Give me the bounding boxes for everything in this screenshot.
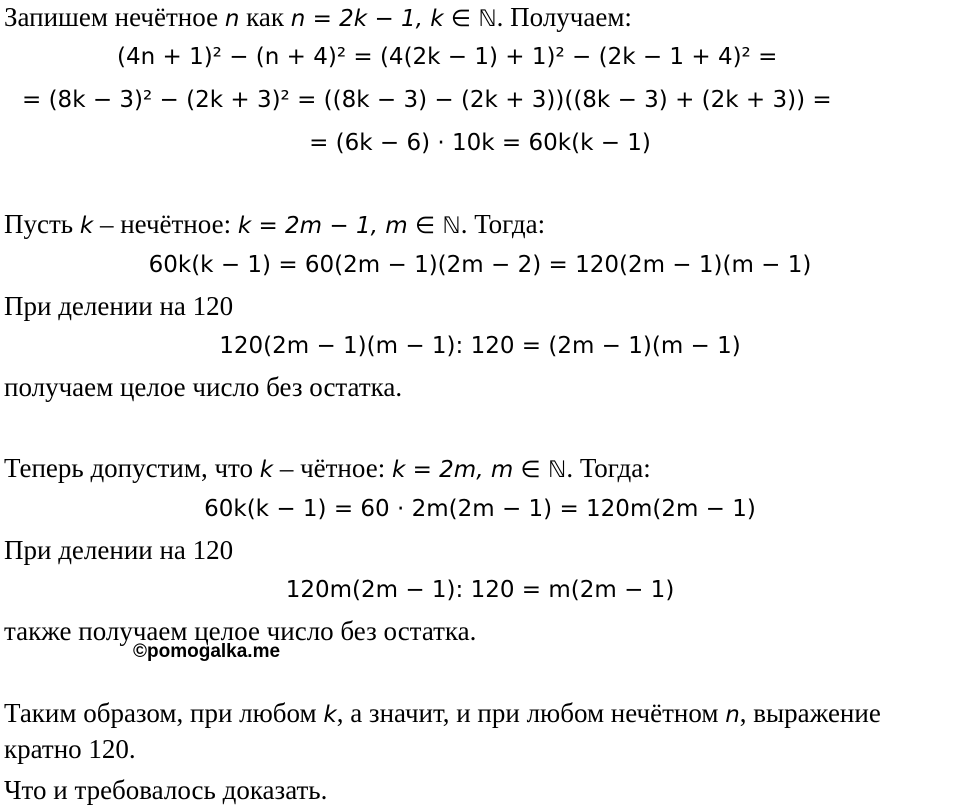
- intro-text: Запишем нечётное: [4, 2, 225, 32]
- conclusion-text-2: , а значит, и при любом нечётном: [336, 698, 726, 728]
- var-k: k: [323, 702, 337, 728]
- intro-equation: n = 2k − 1, k ∈ ℕ: [290, 6, 497, 32]
- intro-text-2: как: [239, 2, 291, 32]
- case-even-text-3: . Тогда:: [566, 453, 651, 483]
- equation-7: 120m(2m − 1): 120 = m(2m − 1): [285, 577, 675, 603]
- case-even-equation: k = 2m, m ∈ ℕ: [391, 457, 567, 483]
- intro-text-3: . Получаем:: [496, 2, 632, 32]
- result-text-2: также получаем целое число без остатка.: [4, 616, 477, 646]
- equation-5: 120(2m − 1)(m − 1): 120 = (2m − 1)(m − 1): [219, 333, 741, 359]
- case-odd-text-3: . Тогда:: [460, 209, 546, 239]
- equation-2: = (8k − 3)² − (2k + 3)² = ((8k − 3) − (2k + 3))((8k − 3) + (2k + 3)) =: [22, 87, 832, 113]
- result-text-1: получаем целое число без остатка.: [4, 372, 403, 402]
- conclusion-text: Таким образом, при любом: [4, 698, 324, 728]
- case-odd-text: Пусть: [4, 209, 80, 239]
- division-text-2: При делении на 120: [4, 535, 234, 565]
- qed-text: Что и требовалось доказать.: [4, 775, 328, 805]
- conclusion-text-3: , выражение: [739, 698, 881, 728]
- case-odd-text-2: – нечётное:: [93, 209, 238, 239]
- case-odd-equation: k = 2m − 1, m ∈ ℕ: [237, 213, 461, 239]
- case-even-line: [4, 451, 651, 487]
- conclusion-line-2: кратно 120.: [4, 734, 136, 764]
- equation-1: (4n + 1)² − (n + 4)² = (4(2k − 1) + 1)² − (2k − 1 + 4)² =: [117, 44, 778, 70]
- case-even-text-2: – чётное:: [273, 453, 392, 483]
- var-k: k: [259, 457, 274, 483]
- case-odd-line: [4, 207, 545, 243]
- var-n: n: [725, 702, 740, 728]
- intro-line: [4, 0, 632, 36]
- division-text-1: При делении на 120: [4, 291, 234, 321]
- var-n: n: [224, 6, 240, 32]
- equation-3: = (6k − 6) · 10k = 60k(k − 1): [309, 130, 651, 156]
- conclusion-line: [4, 696, 881, 732]
- watermark: ©pomogalka.me: [133, 641, 281, 662]
- equation-4: 60k(k − 1) = 60(2m − 1)(2m − 2) = 120(2m − 1)(m − 1): [148, 252, 812, 278]
- case-even-text: Теперь допустим, что: [4, 453, 260, 483]
- equation-6: 60k(k − 1) = 60 · 2m(2m − 1) = 120m(2m − 1): [204, 496, 756, 522]
- var-k: k: [79, 213, 94, 239]
